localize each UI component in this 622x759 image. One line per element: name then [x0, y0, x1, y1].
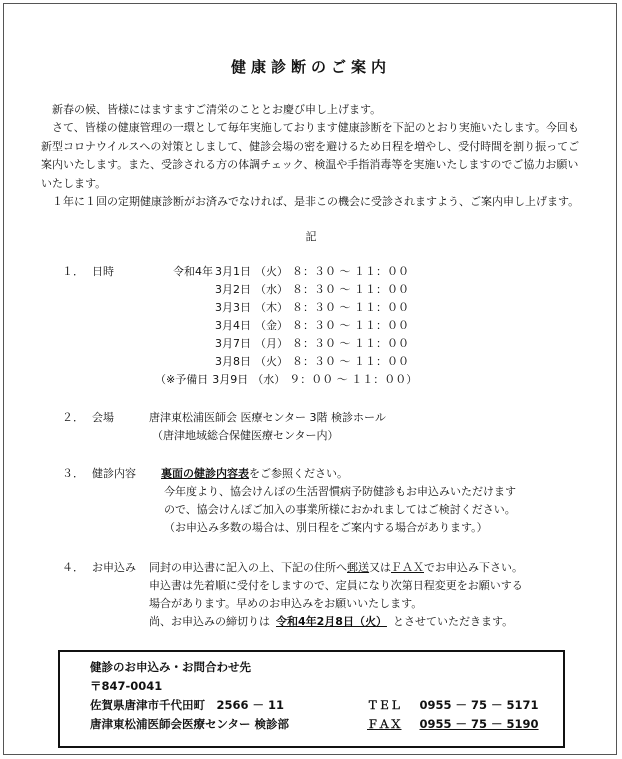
schedule-row — [215, 353, 409, 371]
application-line — [149, 559, 523, 577]
section4-number: ４． — [62, 561, 84, 574]
application-text: でお申込み下さい。 — [424, 561, 523, 574]
schedule-day: （金） — [255, 319, 288, 332]
reserve-date: 3月9日 — [212, 373, 249, 386]
schedule-date: 3月2日 — [215, 283, 251, 296]
schedule-date: 3月7日 — [215, 337, 251, 350]
fax-option: ＦＡＸ — [391, 561, 424, 574]
contact-box — [58, 650, 565, 748]
contact-tel — [367, 696, 539, 715]
section3-label: 健診内容 — [92, 467, 136, 480]
section1-label: 日時 — [92, 265, 114, 278]
reserve-time: ９：００ ～ １１：００） — [289, 373, 418, 386]
venue-name: 唐津東松浦医師会 医療センター 3階 検診ホール — [149, 411, 386, 424]
schedule-date: 3月4日 — [215, 319, 251, 332]
venue-detail: （唐津地域総合保健医療センター内） — [152, 429, 339, 442]
schedule-time: ８：３０ ～ １１：００ — [292, 301, 409, 314]
exam-content-line: ので、協会けんぽご加入の事業所様におかれましてはご検討ください。 — [164, 503, 516, 516]
schedule-date: 3月1日 — [215, 265, 251, 278]
application-line: 申込書は先着順に受付をしますので、定員になり次第日程変更をお願いする — [149, 579, 523, 592]
tel-number: 0955 － 75 － 5171 — [419, 698, 539, 712]
schedule-time: ８：３０ ～ １１：００ — [292, 283, 409, 296]
section2-number: ２． — [62, 411, 84, 424]
schedule-time: ８：３０ ～ １１：００ — [292, 355, 409, 368]
schedule-time: ８：３０ ～ １１：００ — [292, 337, 409, 350]
reserve-day-row — [155, 371, 417, 389]
exam-content-line — [161, 465, 348, 483]
schedule-row — [215, 263, 409, 281]
schedule-day: （火） — [255, 355, 288, 368]
schedule-day: （月） — [255, 337, 288, 350]
intro-paragraph: １年に１回の定期健康診断がお済みでなければ、是非この機会に受診されますよう、ご案内申し上げます。 — [52, 195, 580, 209]
schedule-day: （水） — [255, 283, 288, 296]
application-line — [149, 613, 513, 631]
application-text: とさせていただきます。 — [392, 615, 514, 628]
contact-address: 佐賀県唐津市千代田町 2566 － 11 — [90, 698, 285, 712]
application-text: 尚、お申込みの締切りは — [149, 615, 270, 628]
section2-label: 会場 — [92, 411, 114, 424]
schedule-day: （火） — [255, 265, 288, 278]
mail-option: 郵送 — [347, 561, 369, 574]
section1-number: １． — [62, 265, 84, 278]
section1-era: 令和4年 — [173, 265, 213, 278]
application-text: 同封の申込書に記入の上、下記の住所へ — [149, 561, 347, 574]
schedule-time: ８：３０ ～ １１：００ — [292, 319, 409, 332]
section4-label: お申込み — [92, 561, 136, 574]
intro-text — [41, 101, 586, 211]
schedule-row — [215, 317, 409, 335]
schedule-day: （木） — [255, 301, 288, 314]
schedule-date: 3月3日 — [215, 301, 251, 314]
fax-number: 0955 － 75 － 5190 — [419, 717, 539, 731]
schedule-time: ８：３０ ～ １１：００ — [292, 265, 409, 278]
tel-label: ＴＥＬ — [367, 698, 402, 712]
schedule-row — [215, 335, 409, 353]
reserve-day: （水） — [252, 373, 286, 386]
intro-paragraph: 新春の候、皆様にはますますご清栄のこととお慶び申し上げます。 — [52, 103, 382, 116]
reserve-prefix: （※予備日 — [155, 373, 209, 386]
exam-content-table-link: 裏面の健診内容表 — [161, 467, 249, 480]
fax-label: ＦＡＸ — [367, 717, 402, 731]
application-text: 又は — [369, 561, 391, 574]
schedule-row — [215, 299, 409, 317]
page-title: 健康診断のご案内 — [230, 58, 391, 76]
ki-marker: 記 — [305, 230, 317, 243]
exam-content-line: 今年度より、協会けんぽの生活習慣病予防健診もお申込みいただけます — [164, 485, 516, 498]
contact-postal-code: 〒847-0041 — [90, 679, 163, 693]
contact-fax — [367, 715, 539, 734]
contact-title: 健診のお申込み・お問合わせ先 — [90, 660, 251, 674]
schedule-date: 3月8日 — [215, 355, 251, 368]
section3-number: ３． — [62, 467, 84, 480]
schedule-row — [215, 281, 409, 299]
intro-paragraph: さて、皆様の健康管理の一環として毎年実施しております健康診断を下記のとおり実施いたします。今回も新型コロナウイルスへの対策としまして、健診会場の密を避けるため日程を増やし、受付時間を割り振ってご案内いたします。また、受診される方の体調チェック、検温や手指消毒等を実施いたしますのでご協力お願いいたします。 — [41, 121, 580, 190]
deadline-date: 令和4年2月8日（火） — [276, 615, 387, 628]
exam-content-text: をご参照ください。 — [249, 467, 348, 480]
exam-content-line: （お申込み多数の場合は、別日程をご案内する場合があります。） — [164, 521, 488, 534]
contact-organization: 唐津東松浦医師会医療センター 検診部 — [90, 717, 290, 731]
document-frame — [3, 3, 617, 755]
application-line: 場合があります。早めのお申込みをお願いいたします。 — [149, 597, 423, 610]
